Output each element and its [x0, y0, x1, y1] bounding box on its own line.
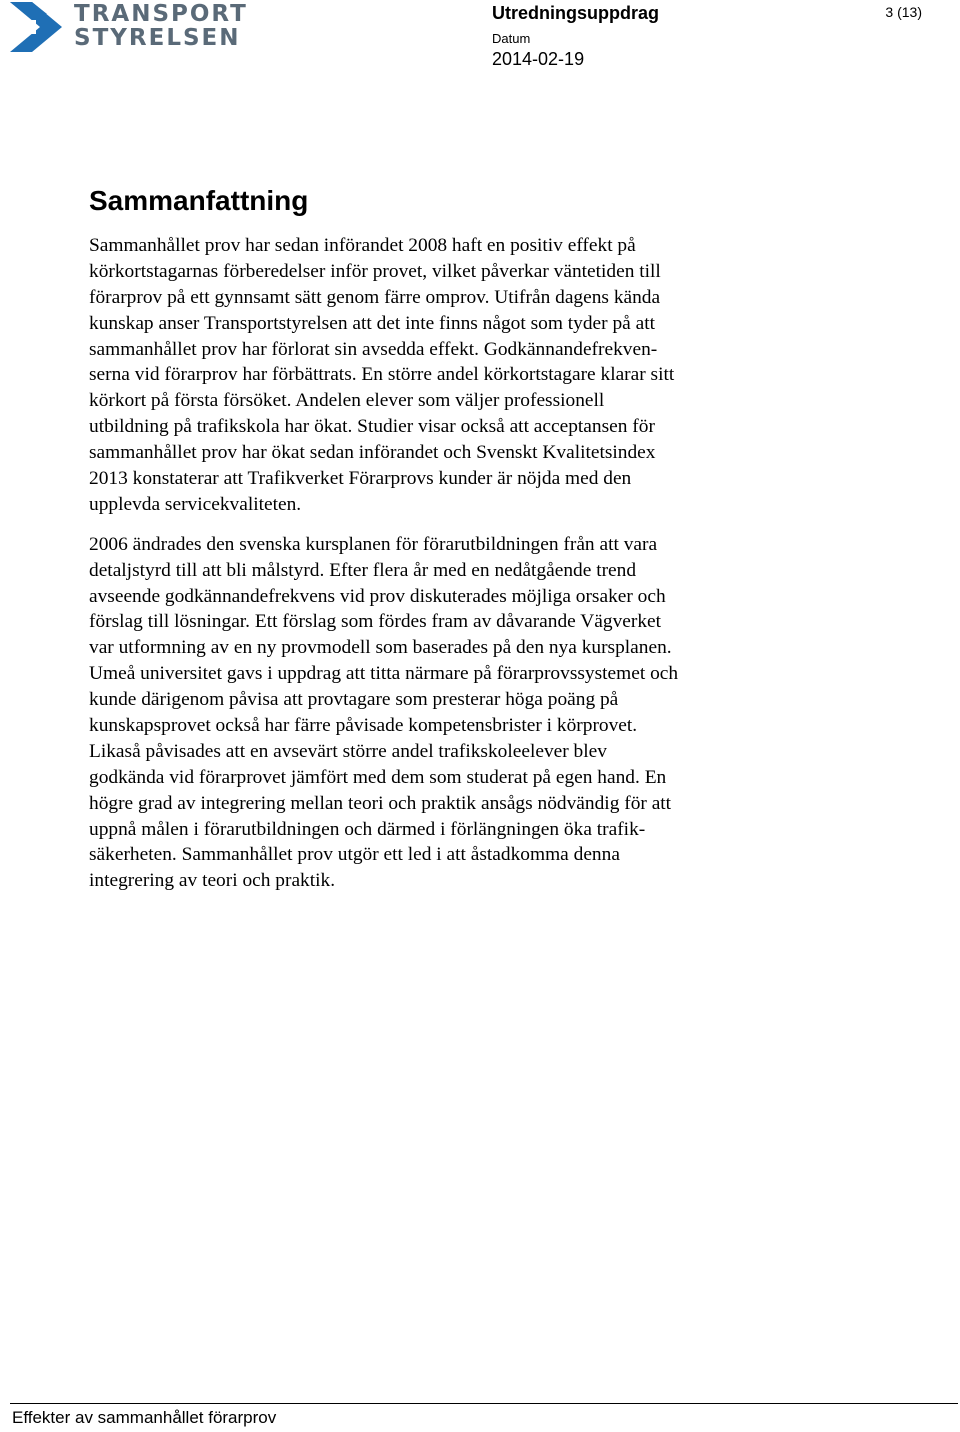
date-value: 2014-02-19: [492, 49, 585, 69]
transportstyrelsen-logo-icon: [10, 2, 62, 52]
document-body: [89, 233, 789, 894]
paragraph-2: [89, 532, 789, 894]
text-line: detaljstyrd till att bli målstyrd. Efter flera år med en nedåtgående trend: [89, 559, 637, 581]
text-line: högre grad av integrering mellan teori och praktik ansågs nödvändig för att: [89, 792, 672, 814]
date-label: Datum: [492, 31, 531, 46]
page-number: 3 (13): [885, 4, 922, 20]
text-line: 2013 konstaterar att Trafikverket Förarprovs kunder är nöjda med den: [89, 468, 632, 490]
text-line: uppnå målen i förarutbildningen och därmed i förlängningen öka trafik-: [89, 818, 646, 840]
text-line: avseende godkännandefrekvens vid prov diskuterades möjliga orsaker och: [89, 585, 666, 607]
text-line: förarprov på ett gynnsamt sätt genom färre omprov. Utifrån dagens kända: [89, 286, 661, 308]
section-heading: Sammanfattning: [89, 185, 309, 216]
footer-title: Effekter av sammanhållet förarprov: [12, 1408, 277, 1427]
text-line: kunskap anser Transportstyrelsen att det inte finns något som tyder på att: [89, 312, 656, 334]
text-line: upplevda servicekvaliteten.: [89, 493, 302, 515]
logo-wordmark: [74, 2, 248, 50]
text-line: sammanhållet prov har förlorat sin avsedda effekt. Godkännandefrekven-: [89, 338, 658, 360]
text-line: kunde därigenom påvisa att provtagare som presterar höga poäng på: [89, 689, 619, 711]
text-line: Sammanhållet prov har sedan införandet 2008 haft en positiv effekt på: [89, 235, 636, 256]
paragraph-1: [89, 233, 789, 518]
paragraph-spacer: [89, 518, 789, 532]
text-line: kunskapsprovet också har färre påvisade kompetensbrister i körprovet.: [89, 715, 638, 737]
document-type: Utredningsuppdrag: [492, 3, 659, 23]
transportstyrelsen-logo: [10, 1, 248, 54]
text-line: var utformning av en ny provmodell som baserades på den nya kursplanen.: [89, 637, 672, 659]
text-line: integrering av teori och praktik.: [89, 870, 336, 892]
text-line: serna vid förarprov har förbättrats. En större andel körkortstagare klarar sitt: [89, 364, 675, 386]
text-line: utbildning på trafikskola har ökat. Studier visar också att acceptansen för: [89, 416, 655, 438]
footer-divider: [10, 1403, 958, 1404]
text-line: Umeå universitet gavs i uppdrag att titta närmare på förarprovssystemet och: [89, 663, 679, 685]
logo-line-2: STYRELSEN: [74, 25, 241, 51]
text-line: körkort på första försöket. Andelen elever som väljer professionell: [89, 390, 605, 412]
text-line: Likaså påvisades att en avsevärt större andel trafikskoleelever blev: [89, 740, 607, 762]
logo-line-1: TRANSPORT: [74, 1, 248, 27]
text-line: 2006 ändrades den svenska kursplanen för förarutbildningen från att vara: [89, 533, 658, 555]
text-line: sammanhållet prov har ökat sedan införandet och Svenskt Kvalitetsindex: [89, 442, 656, 464]
text-line: körkortstagarnas förberedelser inför provet, vilket påverkar väntetiden till: [89, 260, 661, 282]
text-line: godkända vid förarprovet jämfört med dem som studerat på egen hand. En: [89, 766, 667, 788]
text-line: förslag till lösningar. Ett förslag som fördes fram av dåvarande Vägverket: [89, 611, 662, 633]
text-line: säkerheten. Sammanhållet prov utgör ett led i att åstadkomma denna: [89, 844, 620, 866]
